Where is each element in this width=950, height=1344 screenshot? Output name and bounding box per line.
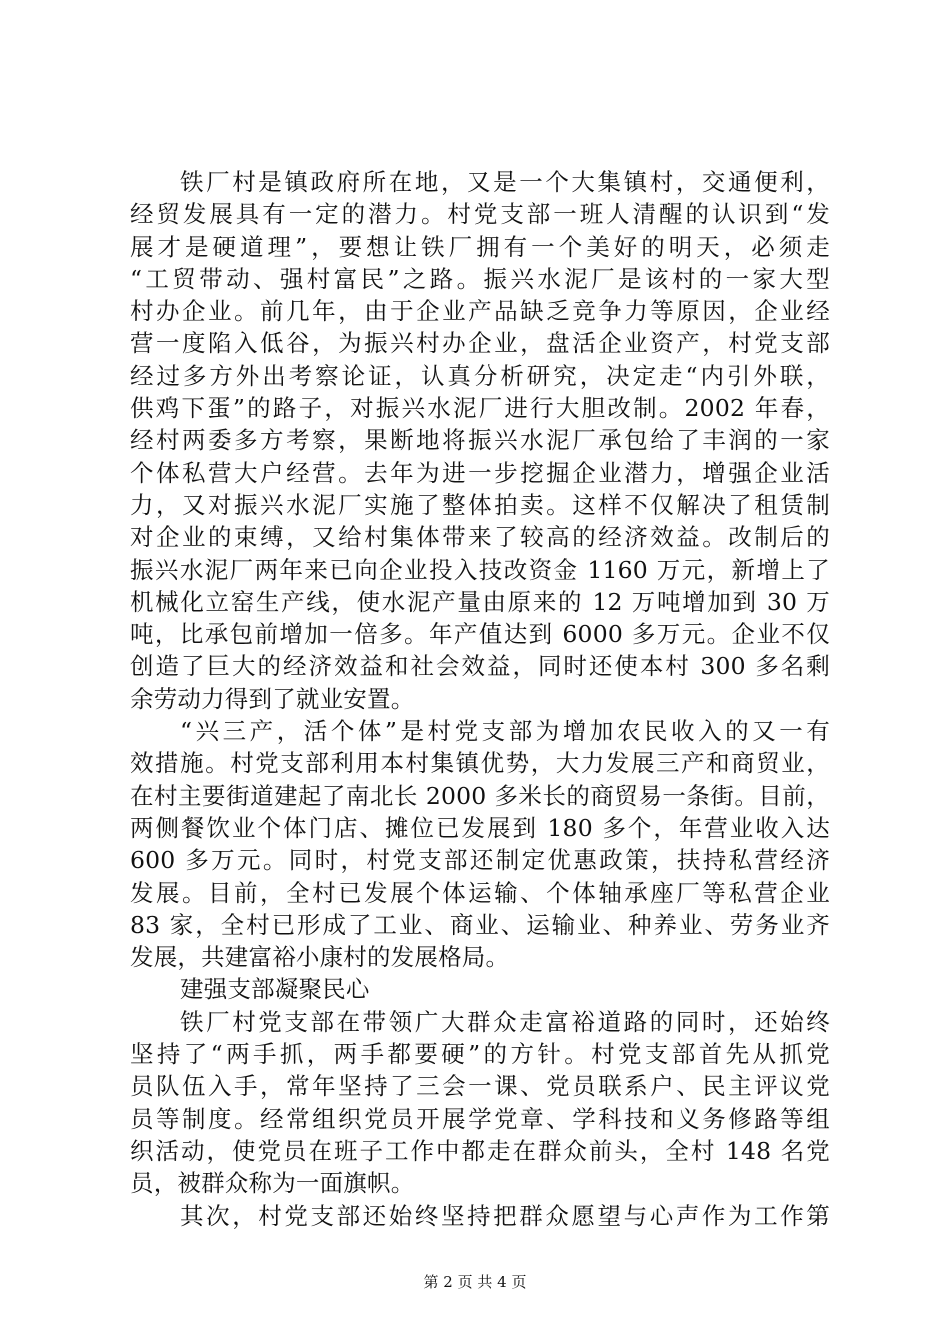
text-line: 织活动，使党员在班子工作中都走在群众前头，全村 148 名党 — [130, 1136, 830, 1165]
text-line: 供鸡下蛋”的路子，对振兴水泥厂进行大胆改制。2002 年春， — [130, 394, 830, 423]
text-line: 铁厂村是镇政府所在地，又是一个大集镇村，交通便利， — [180, 168, 830, 196]
body-text — [130, 166, 830, 1232]
text-line: 机械化立窑生产线，使水泥产量由原来的 12 万吨增加到 30 万 — [130, 587, 830, 616]
text-line: 展才是硬道理”，要想让铁厂拥有一个美好的明天，必须走 — [130, 232, 830, 261]
text-line: “兴三产，活个体”是村党支部为增加农民收入的又一有 — [180, 717, 830, 746]
text-line: 建强支部凝聚民心 — [180, 975, 370, 1004]
text-line: 经贸发展具有一定的潜力。村党支部一班人清醒的认识到“发 — [130, 200, 830, 229]
page-footer: 第 2 页 共 4 页 — [423, 1273, 527, 1291]
text-line: 效措施。村党支部利用本村集镇优势，大力发展三产和商贸业， — [130, 749, 830, 778]
text-line: “工贸带动、强村富民”之路。振兴水泥厂是该村的一家大型 — [130, 264, 830, 293]
text-line: 经村两委多方考察，果断地将振兴水泥厂承包给了丰润的一家 — [130, 426, 830, 455]
text-line: 两侧餐饮业个体门店、摊位已发展到 180 多个，年营业收入达 — [130, 813, 830, 842]
text-line: 83 家，全村已形成了工业、商业、运输业、种养业、劳务业齐 — [130, 910, 831, 939]
text-line: 力，又对振兴水泥厂实施了整体拍卖。这样不仅解决了租赁制 — [130, 490, 830, 519]
text-line: 创造了巨大的经济效益和社会效益，同时还使本村 300 多名剩 — [130, 652, 830, 681]
text-line: 在村主要街道建起了南北长 2000 多米长的商贸易一条街。目前， — [130, 781, 830, 810]
text-line: 坚持了“两手抓，两手都要硬”的方针。村党支部首先从抓党 — [130, 1040, 830, 1069]
text-line: 经过多方外出考察论证，认真分析研究，决定走“内引外联， — [130, 361, 830, 390]
text-line: 发展，共建富裕小康村的发展格局。 — [130, 943, 510, 972]
text-line: 铁厂村党支部在带领广大群众走富裕道路的同时，还始终 — [180, 1007, 830, 1036]
text-line: 对企业的束缚，又给村集体带来了较高的经济效益。改制后的 — [130, 523, 830, 552]
text-line: 振兴水泥厂两年来已向企业投入技改资金 1160 万元，新增上了 — [130, 555, 830, 584]
text-line: 村办企业。前几年，由于企业产品缺乏竞争力等原因，企业经 — [130, 297, 830, 326]
text-line: 员，被群众称为一面旗帜。 — [130, 1169, 415, 1198]
text-line: 余劳动力得到了就业安置。 — [130, 684, 415, 713]
text-line: 营一度陷入低谷，为振兴村办企业，盘活企业资产，村党支部 — [130, 329, 830, 358]
text-line: 吨，比承包前增加一倍多。年产值达到 6000 多万元。企业不仅 — [130, 620, 830, 649]
text-line: 员等制度。经常组织党员开展学党章、学科技和义务修路等组 — [130, 1104, 830, 1133]
text-line: 员队伍入手，常年坚持了三会一课、党员联系户、民主评议党 — [130, 1072, 830, 1101]
text-line: 600 多万元。同时，村党支部还制定优惠政策，扶持私营经济 — [130, 846, 830, 875]
text-line: 其次，村党支部还始终坚持把群众愿望与心声作为工作第 — [180, 1201, 830, 1230]
text-line: 个体私营大户经营。去年为进一步挖掘企业潜力，增强企业活 — [130, 458, 830, 487]
text-line: 发展。目前，全村已发展个体运输、个体轴承座厂等私营企业 — [130, 878, 830, 907]
